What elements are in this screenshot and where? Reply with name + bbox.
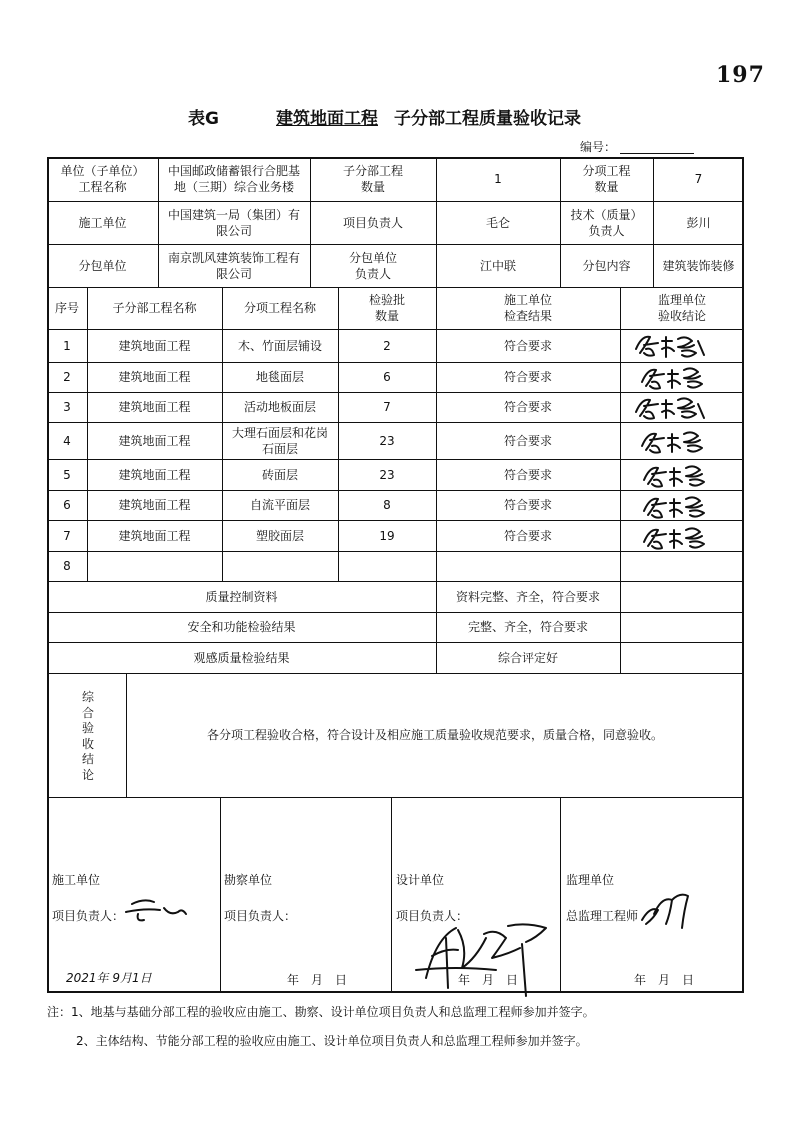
conclusion-label: 综合验收结论 xyxy=(81,690,94,782)
col-header-qty: 检验批 数量 xyxy=(368,293,405,323)
unit-name-value: 中国邮政储蓄银行合肥基 地（三期）综合业务楼 xyxy=(167,164,300,194)
design-date: 年 月 日 xyxy=(458,973,519,987)
handwritten-pass-mark xyxy=(636,362,716,392)
subcontractor-value: 南京凯风建筑装饰工程有 限公司 xyxy=(167,250,300,281)
sub-count-label: 子分部工程 数量 xyxy=(342,164,403,194)
row-item: 木、竹面层铺设 xyxy=(237,338,322,353)
row-item: 自流平面层 xyxy=(249,498,310,512)
row-result: 符合要求 xyxy=(503,338,552,353)
note-1: 注：1、地基与基础分部工程的验收应由施工、勘察、设计单位项目负责人和总监理工程师参加并签字。 xyxy=(47,1005,595,1019)
row-result: 符合要求 xyxy=(503,400,552,414)
conclusion-text: 各分项工程验收合格，符合设计及相应施工质量验收规范要求，质量合格，同意验收。 xyxy=(206,728,663,742)
sub-count-value: 1 xyxy=(494,172,502,186)
chief-supervisor-signature xyxy=(636,884,696,934)
quality-value: 完整、齐全，符合要求 xyxy=(467,620,588,634)
row-no: 6 xyxy=(63,498,71,512)
quality-label: 观感质量检验结果 xyxy=(193,650,290,665)
supervision-date: 年 月 日 xyxy=(634,973,695,987)
survey-date: 年 月 日 xyxy=(287,973,348,987)
row-sub: 建筑地面工程 xyxy=(118,370,191,384)
subcontractor-label: 分包单位 xyxy=(78,258,127,273)
row-qty: 8 xyxy=(383,498,391,512)
item-count-label: 分项工程 数量 xyxy=(582,164,631,194)
col-header-no: 序号 xyxy=(54,301,79,315)
row-qty: 23 xyxy=(379,467,395,482)
row-qty: 2 xyxy=(383,338,391,353)
handwritten-pass-mark xyxy=(630,392,710,422)
row-item: 砖面层 xyxy=(261,467,298,482)
contractor-label: 施工单位 xyxy=(78,215,127,230)
row-item: 塑胶面层 xyxy=(255,528,304,543)
row-no: 7 xyxy=(63,528,71,543)
construction-unit-label: 施工单位 xyxy=(52,873,101,887)
supervision-unit-label: 监理单位 xyxy=(566,873,615,887)
serial-label: 编号： xyxy=(580,140,617,154)
row-no: 2 xyxy=(63,370,71,384)
quality-value: 综合评定好 xyxy=(497,650,558,665)
quality-label: 质量控制资料 xyxy=(205,589,278,604)
row-no: 5 xyxy=(63,467,71,482)
pm-value: 毛仑 xyxy=(485,215,510,230)
sub-content-value: 建筑装饰装修 xyxy=(662,258,735,273)
contractor-value: 中国建筑一局（集团）有 限公司 xyxy=(167,207,300,238)
row-no: 1 xyxy=(63,338,71,353)
handwritten-pass-mark xyxy=(638,522,718,552)
sub-content-label: 分包内容 xyxy=(582,258,631,273)
row-item: 大理石面层和花岗 石面层 xyxy=(231,425,328,456)
row-result: 符合要求 xyxy=(503,498,552,512)
handwritten-pass-mark xyxy=(638,491,718,521)
col-header-result: 施工单位 检查结果 xyxy=(503,293,552,323)
row-item: 活动地板面层 xyxy=(243,400,316,414)
note-2: 2、主体结构、节能分部工程的验收应由施工、设计单位项目负责人和总监理工程师参加并签字。 xyxy=(76,1034,588,1048)
tech-lead-label: 技术（质量） 负责人 xyxy=(570,207,643,238)
item-count-value: 7 xyxy=(694,172,703,186)
row-sub: 建筑地面工程 xyxy=(118,498,191,512)
col-header-conclusion: 监理单位 验收结论 xyxy=(657,293,706,323)
row-sub: 建筑地面工程 xyxy=(118,433,191,448)
form-code: 表G xyxy=(188,109,219,129)
row-result: 符合要求 xyxy=(503,528,552,543)
design-pm-label: 项目负责人： xyxy=(396,909,469,923)
form-title: 子分部工程质量验收记录 xyxy=(394,109,581,129)
row-no: 3 xyxy=(63,400,71,414)
construction-pm-label: 项目负责人： xyxy=(52,909,125,923)
quality-value: 资料完整、齐全，符合要求 xyxy=(455,589,600,604)
row-item: 地毯面层 xyxy=(255,370,304,384)
form-title-subject: 建筑地面工程 xyxy=(276,109,378,129)
row-no: 8 xyxy=(63,559,71,573)
tech-lead-value: 彭川 xyxy=(686,215,711,230)
row-qty: 6 xyxy=(383,370,391,384)
row-sub: 建筑地面工程 xyxy=(118,528,191,543)
row-qty: 19 xyxy=(379,528,395,543)
handwritten-pass-mark xyxy=(638,460,718,490)
col-header-sub: 子分部工程名称 xyxy=(112,301,197,315)
sub-lead-label: 分包单位 负责人 xyxy=(348,250,397,281)
row-qty: 23 xyxy=(379,433,395,448)
serial-input-line xyxy=(620,153,694,154)
construction-date: 2021年 9月1日 xyxy=(66,971,152,985)
construction-pm-signature xyxy=(124,894,194,924)
survey-pm-label: 项目负责人： xyxy=(224,909,297,923)
row-no: 4 xyxy=(63,433,71,448)
row-sub: 建筑地面工程 xyxy=(118,400,191,414)
unit-name-label: 单位（子单位） 工程名称 xyxy=(60,164,145,194)
row-sub: 建筑地面工程 xyxy=(118,467,191,482)
chief-supervisor-label: 总监理工程师 xyxy=(566,909,639,923)
row-qty: 7 xyxy=(383,400,391,414)
col-header-item: 分项工程名称 xyxy=(243,301,316,315)
row-result: 符合要求 xyxy=(503,467,552,482)
handwritten-pass-mark xyxy=(636,426,716,456)
survey-unit-label: 勘察单位 xyxy=(224,873,273,887)
pm-label: 项目负责人 xyxy=(342,215,403,230)
sub-lead-value: 江中联 xyxy=(479,258,516,273)
page-number: 197 xyxy=(716,62,765,88)
handwritten-pass-mark xyxy=(632,331,712,361)
row-sub: 建筑地面工程 xyxy=(118,338,191,353)
design-unit-label: 设计单位 xyxy=(396,873,445,887)
quality-label: 安全和功能检验结果 xyxy=(187,620,296,634)
row-result: 符合要求 xyxy=(503,433,552,448)
row-result: 符合要求 xyxy=(503,370,552,384)
